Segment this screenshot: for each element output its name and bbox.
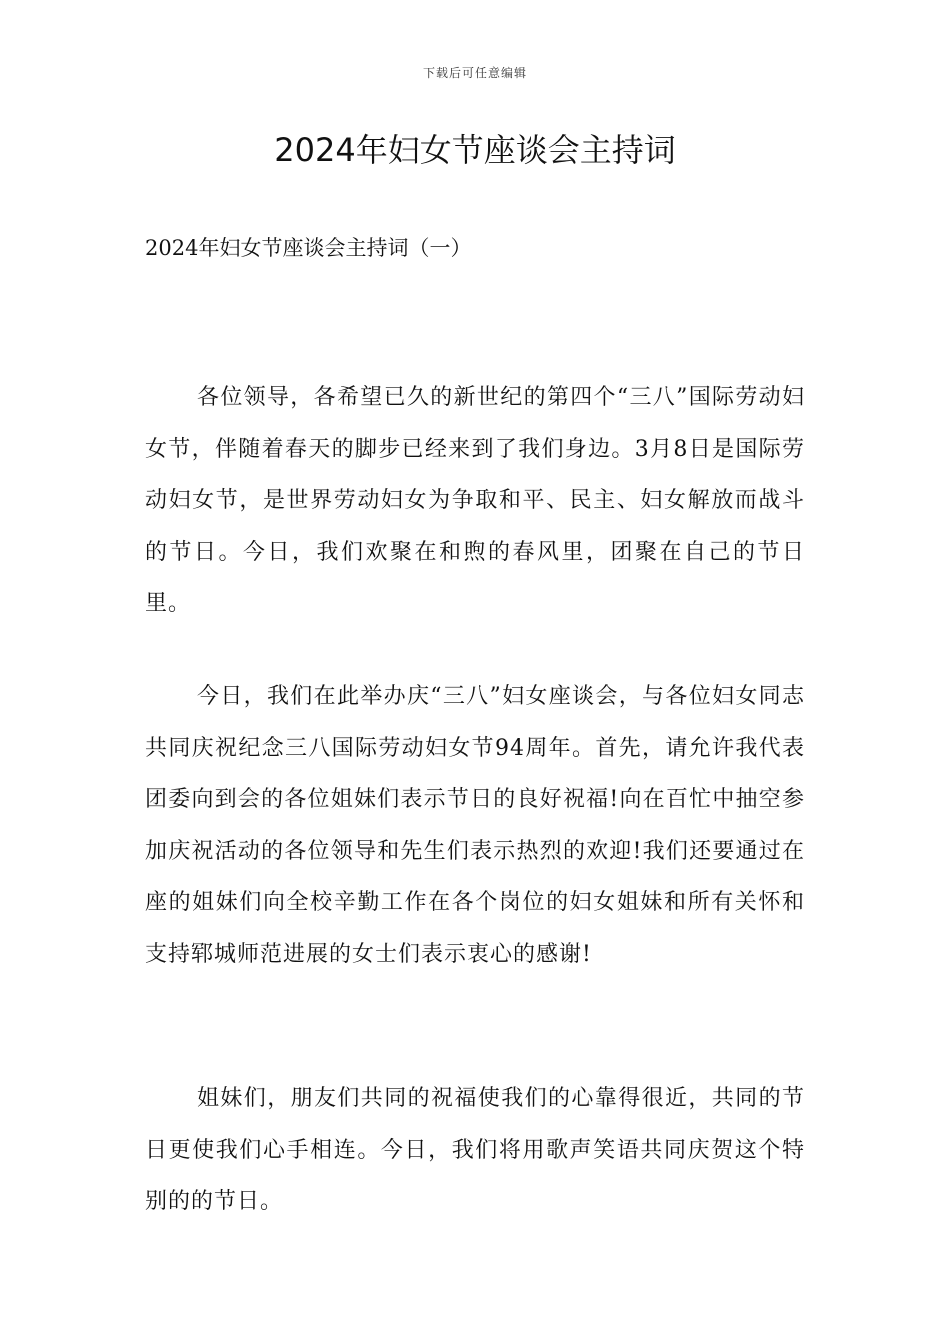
paragraph-1: 各位领导，各希望已久的新世纪的第四个“三八”国际劳动妇女节，伴随着春天的脚步已经来到了我们身边。3月8日是国际劳动妇女节，是世界劳动妇女为争取和平、民主、妇女解放而战斗的节日。今日，我们欢聚在和煦的春风里，团聚在自己的节日里。 [145,385,805,616]
paragraph-3: 姐妹们，朋友们共同的祝福使我们的心靠得很近，共同的节日更使我们心手相连。今日，我们将用歌声笑语共同庆贺这个特别的的节日。 [145,1086,805,1214]
paragraph-2: 今日，我们在此举办庆“三八”妇女座谈会，与各位妇女同志共同庆祝纪念三八国际劳动妇女节94周年。首先，请允许我代表团委向到会的各位姐妹们表示节日的良好祝福!向在百忙中抽空参加庆祝活动的各位领导和先生们表示热烈的欢迎!我们还要通过在座的姐妹们向全校辛勤工作在各个岗位的妇女姐妹和所有关怀和支持郓城师范进展的女士们表示衷心的感谢! [145,684,805,967]
section-subtitle: 2024年妇女节座谈会主持词（一） [145,236,472,260]
header-note: 下载后可任意编辑 [422,66,527,80]
document-title: 2024年妇女节座谈会主持词 [274,131,676,169]
